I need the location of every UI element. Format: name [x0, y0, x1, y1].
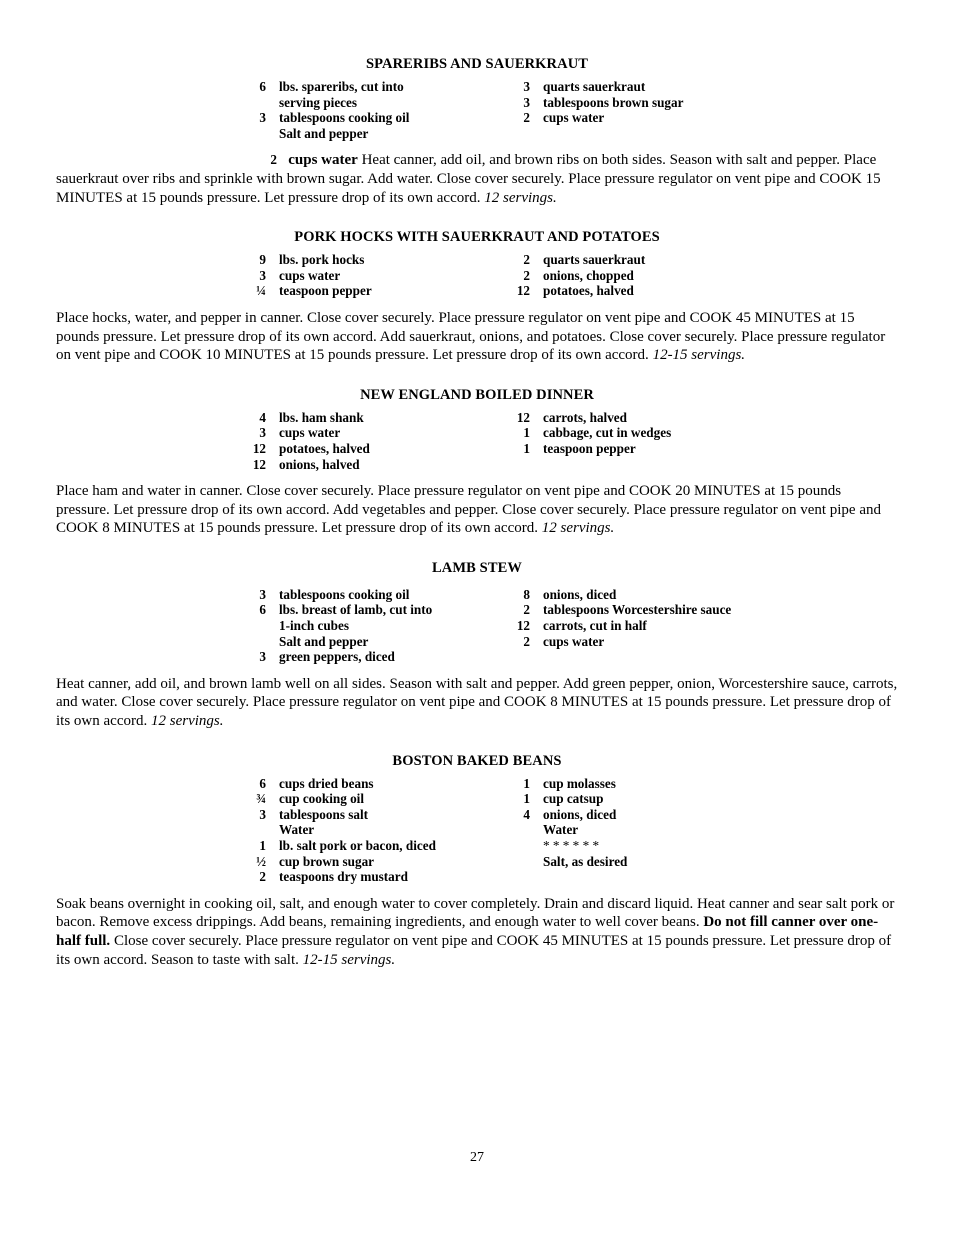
- ingredient-desc: 1-inch cubes: [279, 618, 349, 634]
- divider-asterisks: * * * * * *: [543, 838, 600, 853]
- ingredient-row: [234, 776, 498, 792]
- ingredient-desc: cups water: [279, 425, 341, 441]
- ingredient-qty: [498, 854, 530, 870]
- recipe-instructions: [56, 151, 898, 207]
- ingredient-qty: [498, 822, 530, 838]
- ingredient-qty: [498, 838, 530, 854]
- ingredient-desc: tablespoons salt: [279, 806, 369, 822]
- ingredient-column-right: [498, 587, 748, 665]
- ingredient-row: [234, 95, 498, 111]
- recipe-spareribs: [56, 56, 898, 207]
- ingredient-qty: 1: [523, 440, 530, 456]
- ingredient-desc: cup molasses: [543, 775, 616, 791]
- ingredient-qty: [234, 126, 266, 142]
- ingredient-qty: 3: [259, 110, 266, 126]
- warning-text: Do not fill canner over one-half full.: [56, 914, 879, 949]
- ingredient-row: [234, 634, 498, 650]
- ingredient-qty: 2: [523, 602, 530, 618]
- ingredient-list: [56, 587, 898, 665]
- ingredient-desc: Water: [279, 822, 315, 838]
- ingredient-list: [56, 776, 898, 885]
- ingredient-qty: 12: [252, 440, 266, 456]
- ingredient-row: [234, 457, 498, 473]
- ingredient-desc: lbs. pork hocks: [279, 252, 365, 268]
- ingredient-qty: ½: [256, 853, 266, 869]
- recipe-page: [56, 56, 898, 983]
- servings: 12 servings.: [541, 520, 615, 537]
- ingredient-desc: Water: [543, 822, 579, 838]
- instructions-text: Soak beans overnight in cooking oil, salt, and enough water to cover completely. Drain and discard liquid. Heat canner and sear salt pork or bacon. Remove excess drippings. Add beans, remaining ingredients, and enough water to well cover beans.: [56, 895, 895, 931]
- ingredient-row: [234, 268, 498, 284]
- ingredient-row: [234, 602, 498, 618]
- ingredient-row: [234, 791, 498, 807]
- ingredient-desc: cups water: [279, 267, 341, 283]
- ingredient-qty: 1: [259, 838, 266, 853]
- recipe-lamb-stew: [56, 560, 898, 731]
- ingredient-qty: 3: [523, 79, 530, 94]
- ingredient-qty: 3: [259, 267, 266, 283]
- ingredient-qty: 9: [259, 252, 266, 268]
- ingredient-qty: [234, 95, 266, 111]
- ingredient-desc: cups dried beans: [279, 775, 374, 791]
- ingredient-row: [234, 649, 498, 665]
- recipe-instructions: [56, 895, 898, 969]
- ingredient-row: [498, 634, 748, 650]
- instructions-text: Place ham and water in canner. Close cover securely. Place pressure regulator on vent pipe and COOK 20 MINUTES at 15 pounds pressure. Let pressure drop of its own accord. Add vegetables and pepper. Close cover securely. Place pressure regulator on vent pipe and COOK 8 MINUTES at 15 pounds pressure. Let pressure drop of its own accord.: [56, 483, 881, 537]
- ingredient-desc: teaspoon pepper: [279, 283, 372, 299]
- ingredient-row: [234, 110, 498, 126]
- ingredient-desc: carrots, cut in half: [543, 618, 647, 634]
- ingredient-qty: 6: [259, 79, 266, 94]
- ingredient-desc: quarts sauerkraut: [543, 252, 646, 268]
- ingredient-row: [234, 410, 498, 426]
- ingredient-row: [498, 441, 748, 457]
- ingredient-column-right: [498, 79, 748, 141]
- servings: 12-15 servings.: [652, 347, 746, 364]
- ingredient-qty: 3: [259, 806, 266, 822]
- ingredient-qty: 6: [259, 602, 266, 618]
- recipe-title: PORK HOCKS WITH SAUERKRAUT AND POTATOES: [294, 229, 660, 246]
- ingredient-row: [498, 587, 748, 603]
- ingredient-qty: 12: [516, 618, 530, 634]
- ingredient-desc: cups water: [543, 633, 605, 649]
- recipe-title: NEW ENGLAND BOILED DINNER: [360, 386, 594, 403]
- ingredient-row: [234, 838, 498, 854]
- ingredient-desc: lbs. spareribs, cut into: [279, 79, 404, 94]
- ingredient-desc: quarts sauerkraut: [543, 79, 646, 94]
- ingredient-desc: cabbage, cut in wedges: [543, 425, 672, 441]
- ingredient-qty: 3: [259, 649, 266, 665]
- recipe-boston-baked-beans: [56, 753, 898, 970]
- ingredient-qty: 1: [523, 791, 530, 807]
- ingredient-row: [234, 126, 498, 142]
- page-number: 27: [470, 1150, 484, 1165]
- ingredient-desc: lbs. breast of lamb, cut into: [279, 602, 433, 618]
- servings: 12-15 servings.: [302, 951, 396, 968]
- ingredient-qty: ¼: [256, 283, 266, 299]
- ingredient-desc: lbs. ham shank: [279, 409, 364, 425]
- ingredient-list: [56, 410, 898, 472]
- ingredient-qty: 2: [523, 110, 530, 126]
- ingredient-qty: 3: [259, 586, 266, 602]
- ingredient-desc: onions, chopped: [543, 267, 634, 283]
- ingredient-row: [234, 807, 498, 823]
- ingredient-qty: 3: [259, 425, 266, 441]
- recipe-new-england-boiled-dinner: [56, 387, 898, 538]
- ingredient-column-left: [234, 252, 498, 299]
- ingredient-desc: green peppers, diced: [279, 649, 395, 665]
- ingredient-column-left: [234, 410, 498, 472]
- ingredient-qty: 2: [523, 633, 530, 649]
- ingredient-qty: 12: [516, 409, 530, 425]
- ingredient-column-left: [234, 587, 498, 665]
- ingredient-row: [498, 838, 748, 854]
- ingredient-list: [56, 79, 898, 141]
- recipe-title: SPARERIBS AND SAUERKRAUT: [365, 56, 589, 72]
- ingredient-row: [234, 854, 498, 870]
- ingredient-qty: 4: [523, 806, 530, 822]
- ingredient-desc: tablespoons Worcestershire sauce: [543, 602, 732, 618]
- instructions-text: Heat canner, add oil, and brown ribs on both sides. Season with salt and pepper. Place sauerkraut over ribs and sprinkle with brown sugar. Add water. Close cover securely. Place pressure regulator on vent pipe and COOK 15 MINUTES at 15 pounds pressure. Let pressure drop of its own accord.: [56, 152, 881, 206]
- ingredient-row: [234, 822, 498, 838]
- recipe-pork-hocks: [56, 229, 898, 365]
- ingredient-desc: tablespoons cooking oil: [279, 586, 410, 602]
- ingredient-desc: carrots, halved: [543, 409, 627, 425]
- ingredient-row: [234, 869, 498, 885]
- ingredient-desc: onions, diced: [543, 806, 617, 822]
- ingredient-desc: cups water: [288, 152, 358, 169]
- servings: 12 servings.: [484, 189, 557, 206]
- ingredient-list: [56, 252, 898, 299]
- ingredient-desc: tablespoons cooking oil: [279, 110, 410, 126]
- ingredient-row: [498, 618, 748, 634]
- recipe-instructions: [56, 309, 898, 365]
- ingredient-row: [498, 791, 748, 807]
- ingredient-row: [498, 807, 748, 823]
- ingredient-qty: 8: [523, 586, 530, 602]
- ingredient-desc: potatoes, halved: [543, 283, 634, 299]
- ingredient-qty: 2: [270, 152, 277, 168]
- recipe-title: LAMB STEW: [432, 559, 522, 576]
- ingredient-row: [498, 252, 748, 268]
- ingredient-row: [234, 425, 498, 441]
- ingredient-desc: teaspoon pepper: [543, 440, 636, 456]
- ingredient-qty: 1: [523, 775, 530, 791]
- ingredient-qty: 12: [252, 456, 266, 472]
- ingredient-column-left: [234, 776, 498, 885]
- ingredient-desc: cup brown sugar: [279, 853, 375, 869]
- ingredient-desc: cup cooking oil: [279, 791, 365, 807]
- ingredient-qty: [234, 822, 266, 838]
- ingredient-qty: 2: [523, 267, 530, 283]
- ingredient-column-right: [498, 410, 748, 472]
- ingredient-qty: 3: [523, 94, 530, 110]
- ingredient-row: [498, 602, 748, 618]
- ingredient-desc: potatoes, halved: [279, 440, 370, 456]
- ingredient-qty: [234, 634, 266, 650]
- recipe-instructions: [56, 482, 898, 538]
- instructions-text: Close cover securely. Place pressure regulator on vent pipe and COOK 45 MINUTES at 15 pounds pressure. Let pressure drop of its own accord. Season to taste with salt.: [56, 932, 892, 968]
- instructions-text: Place hocks, water, and pepper in canner. Close cover securely. Place pressure regulator on vent pipe and COOK 45 MINUTES at 15 pounds pressure. Let pressure drop of its own accord. Add sauerkraut, onions, and potatoes. Close cover securely. Place pressure regulator on vent pipe and COOK 10 MINUTES at 15 pounds pressure. Let pressure drop of its own accord.: [56, 309, 886, 364]
- ingredient-qty: 2: [523, 252, 530, 268]
- ingredient-desc: cups water: [543, 110, 605, 126]
- ingredient-column-right: [498, 776, 748, 885]
- ingredient-desc: onions, halved: [279, 456, 360, 472]
- ingredient-row: [234, 618, 498, 634]
- ingredient-row: [234, 283, 498, 299]
- servings: 12 servings.: [150, 713, 224, 730]
- ingredient-qty: ¾: [256, 791, 266, 807]
- ingredient-desc: tablespoons brown sugar: [543, 94, 684, 110]
- recipe-instructions: [56, 675, 898, 731]
- ingredient-qty: 6: [259, 775, 266, 791]
- ingredient-row: [498, 95, 748, 111]
- ingredient-row: [498, 410, 748, 426]
- ingredient-row: [498, 776, 748, 792]
- ingredient-qty: 2: [259, 869, 266, 885]
- ingredient-qty: 4: [259, 409, 266, 425]
- ingredient-qty: 12: [516, 283, 530, 299]
- ingredient-row: [498, 425, 748, 441]
- ingredient-desc: serving pieces: [279, 94, 358, 110]
- ingredient-qty: 1: [523, 425, 530, 441]
- ingredient-row: [498, 79, 748, 95]
- ingredient-row: [234, 441, 498, 457]
- ingredient-row: [498, 854, 748, 870]
- ingredient-row: [498, 822, 748, 838]
- ingredient-row: [234, 79, 498, 95]
- ingredient-desc: onions, diced: [543, 586, 617, 602]
- instructions-text: Heat canner, add oil, and brown lamb well on all sides. Season with salt and pepper. Add green pepper, onion, Worcestershire sauce, carrots, and water. Close cover securely. Place pressure regulator on vent pipe and COOK 8 MINUTES at 15 pounds pressure. Let pressure drop of its own accord.: [56, 675, 898, 730]
- recipe-title: BOSTON BAKED BEANS: [392, 752, 562, 769]
- ingredient-desc: Salt, as desired: [543, 853, 628, 869]
- ingredient-column-right: [498, 252, 748, 299]
- ingredient-desc: cup catsup: [543, 791, 604, 807]
- ingredient-desc: lb. salt pork or bacon, diced: [279, 838, 436, 853]
- ingredient-column-left: [234, 79, 498, 141]
- ingredient-row: [234, 252, 498, 268]
- ingredient-row: [498, 268, 748, 284]
- ingredient-row: [498, 110, 748, 126]
- ingredient-row: [234, 587, 498, 603]
- ingredient-qty: [234, 618, 266, 634]
- ingredient-row: [498, 283, 748, 299]
- ingredient-desc: Salt and pepper: [279, 633, 369, 649]
- ingredient-desc: Salt and pepper: [279, 125, 369, 141]
- ingredient-desc: teaspoons dry mustard: [279, 869, 408, 885]
